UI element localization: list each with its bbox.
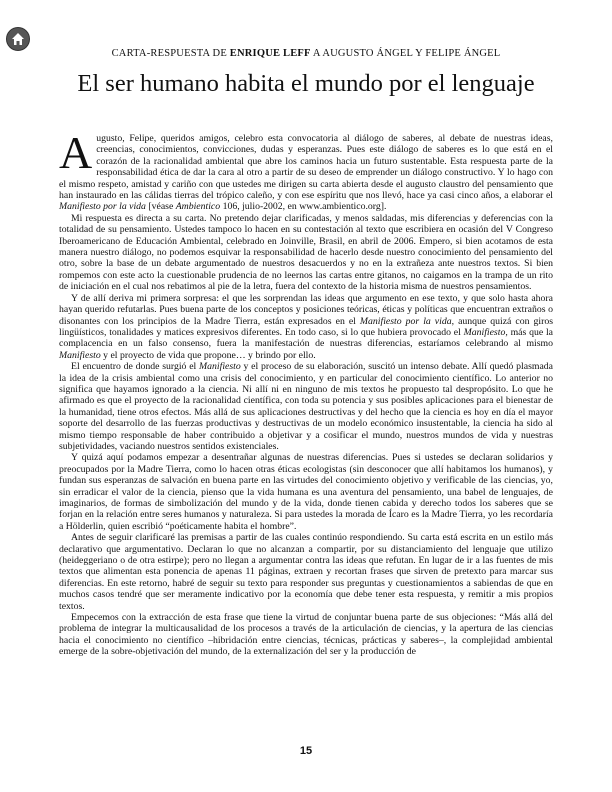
paragraph-1-mid: [véase [145, 201, 176, 213]
p4-b: Manifiesto [199, 361, 241, 373]
manifesto-ref: Manifiesto por la vida [59, 201, 146, 213]
p4-a: El encuentro de donde surgió el [71, 361, 200, 373]
home-icon [11, 32, 25, 46]
ambientico-ref: Ambientico [175, 201, 221, 213]
page-number: 15 [299, 745, 313, 757]
p3-a: Y de allí deriva mi primera sorpresa: el que les sorprendan las ideas que argumento en ese texto, y que solo hasta ahora hayan querido refutarlas. Pues buena parte de los conceptos y posiciones teóricas, éticas y políticas que encuentran extraños o disonantes con los principios de la Madre Tierra, están expresados en el [59, 292, 553, 327]
p3-e: , más que la complacencia en un falso consenso, fuera la manifestación de nuestras diferencias, estaríamos celebrando al mismo [59, 326, 553, 350]
article-body [59, 127, 554, 658]
paragraph-6: Antes de seguir clarificaré las premisas a partir de las cuales continúo respondiendo. Su carta está escrita en un estilo más declarativo que argumentativo. Declaran lo que no alcanzan a compartir, por su distanciamiento del lenguaje que utilizo (heideggeriano o de otra estirpe); pero no llegan a argumentar contra las ideas que refutan. En lugar de ir a las fuentes de mis textos que alimentan esta ponencia de apenas 11 páginas, extraen y recortan frases que sirven de pretexto para marcar sus diferencias. En este retorno, habré de seguir su texto para responder sus preguntas y cuestionamientos a sabiendas de que en muchos casos tendré que ser meramente indicativo por la economía que debe tener esta respuesta, y remitir a mis propios textos. [59, 532, 553, 612]
drop-cap: A [59, 127, 93, 178]
paragraph-1-text: ugusto, Felipe, queridos amigos, celebro esta convocatoria al diálogo de saberes, al debate de nuestras ideas, creencias, conocimientos, convicciones, dudas y esperanzas. Pues este diálogo de saberes es lo que está en el corazón de la racionalidad ambiental que abre los caminos hacia un futuro sustentable. Esta respuesta parte de la responsabilidad ética de dar la cara al otro a partir de su deseo de emprender un diálogo constructivo. Y lo hago con el mismo respeto, amistad y cariño con que ustedes me dirigen su carta abierta desde el augusto claustro del pensamiento que han instaurado en las cálidas tierras del trópico caleño, y con ese espíritu que nos llevó, hace ya casi cinco años, a elaborar el [59, 133, 553, 202]
p4-c: y el proceso de su elaboración, suscitó un intenso debate. Allí quedó plasmada la idea de la crisis ambiental como una crisis del conocimiento, y en particular del conocimiento científico. Lo anterior no significa que hayamos ignorado a la ciencia. Ni allí ni en ninguno de mis textos he propuesto tal despropósito. Lo que he afirmado es que el proyecto de la racionalidad científica, con toda su potencia y sus posibles aplicaciones para el bienestar de la humanidad, tiene otros efectos. Más allá de sus aplicaciones destructivas y del hecho que la ciencia es hoy en día el mayor soporte del desarrollo de las fuerzas productivas y destructivas de un modelo económico insustentable, la ciencia ha sido al mismo tiempo responsable de haber contribuido a objetivar y a cosificar el mundo, nuestros mundos de vida y nuestras subjetividades, vaciando nuestros sentidos existenciales. [59, 361, 554, 452]
p3-g: y el proyecto de vida que propone… y brindo por ello. [100, 349, 316, 361]
header-prefix: CARTA-RESPUESTA DE [111, 48, 230, 59]
paragraph-5: Y quizá aquí podamos empezar a desentrañar algunas de nuestras diferencias. Pues si ustedes se declaran solidarios y preocupados por la Madre Tierra, como lo hacen otras éticas ecologistas (sin desconocer que allí habitamos los humanos), y fundan sus esperanzas de salvación en buena parte en las virtudes del conocimiento objetivo y verificable de las ciencias, yo, sin erradicar el valor de la ciencia, pienso que la vida humana es una aventura del pensamiento, una babel de lenguajes, de imaginarios, de formas de simbolización del mundo y de la vida, donde tienen cabida y derecho todos los saberes que se forjan en la relación entre seres humanos y naturaleza. Si para ustedes la morada de Ícaro es la Madre Tierra, yo les recordaría a Hölderlin, quien escribió “poéticamente habita el hombre”. [59, 452, 553, 532]
p3-f: Manifiesto [59, 349, 101, 361]
paragraph-1 [59, 127, 553, 213]
header-author: ENRIQUE LEFF [229, 48, 311, 59]
p3-d: Manifiesto [463, 326, 506, 338]
paragraph-7: Empecemos con la extracción de esta frase que tiene la virtud de conjuntar buena parte de sus objeciones: “Más allá del problema de integrar la multicausalidad de los procesos a través de la articulación de ciencias, y la apertura de las ciencias hacia el conocimiento no científico –hibridación entre ciencias, técnicas, prácticas y saberes–, la complejidad ambiental emerge de la sobre-objetivación del mundo, de la externalización del ser y la producción de [59, 612, 553, 658]
paragraph-3 [59, 293, 553, 361]
paragraph-4 [59, 361, 553, 452]
paragraph-1-end: 106, julio-2002, en www.ambientico.org]. [220, 201, 387, 213]
header-suffix: A AUGUSTO ÁNGEL Y FELIPE ÁNGEL [310, 48, 501, 59]
p3-c: , aunque quizá con giros lingüísticos, tonalidades y matices expresivos diferentes. En todo caso, si lo que hubiera provocado el [59, 315, 553, 338]
article-title: El ser humano habita el mundo por el lenguaje [77, 70, 535, 97]
running-header [0, 48, 612, 59]
paragraph-2: Mi respuesta es directa a su carta. No pretendo dejar clarificadas, y menos saldadas, mis diferencias y deferencias con la totalidad de su pensamiento. Ustedes tampoco lo hacen en su contestación al texto que escribiera en ocasión del V Congreso Iberoamericano de Educación Ambiental, celebrado en Joinville, Brasil, en abril de 2006. Empero, si bien acotamos de esta manera nuestro diálogo, no podemos esquivar la responsabilidad de hacerlo desde nuestro conocimiento del pensamiento del otro, sobre la base de un debate argumentado de nuestros desacuerdos y no en la extrañeza ante nuestros textos. Si bien rompemos con este acto la cuestionable prudencia de no leernos las cartas entre gitanos, no caigamos en la trampa de un rito de iniciación en el cual nos rebatimos al pie de la letra, fuera del contexto de la historia misma de nuestros pensamientos. [59, 212, 553, 293]
p3-b: Manifiesto por la vida [359, 315, 452, 327]
